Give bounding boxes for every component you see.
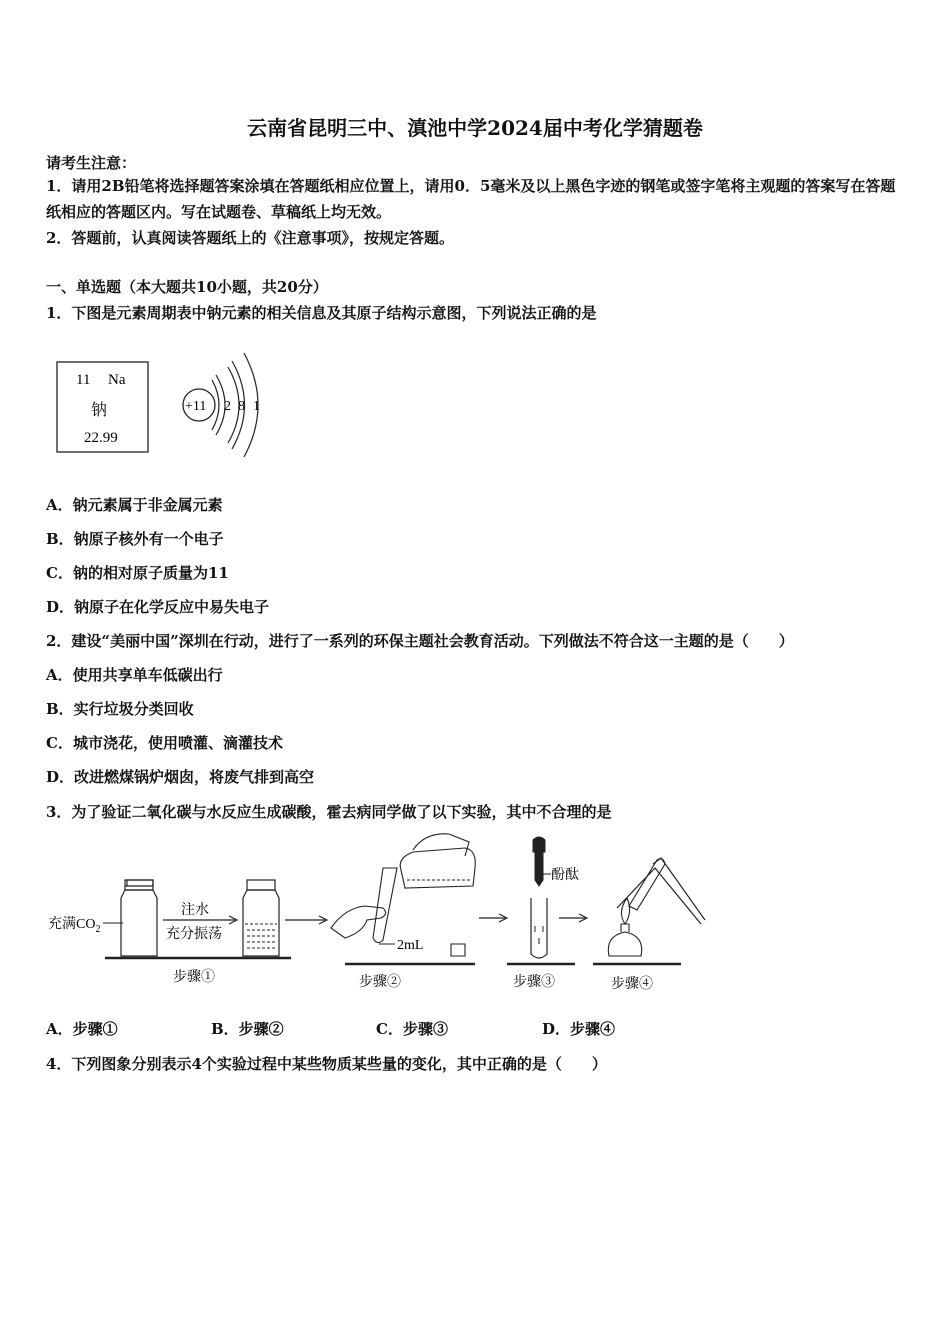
q3-option-c: C．步骤③	[376, 1020, 448, 1038]
volume-label: 2mL	[397, 938, 424, 953]
question-1-stem: 1．下图是元素周期表中钠元素的相关信息及其原子结构示意图，下列说法正确的是	[46, 304, 597, 322]
bottle-1	[121, 880, 157, 956]
q2-option-c: C．城市浇花，使用喷灌、滴灌技术	[46, 734, 283, 752]
q2-option-b: B．实行垃圾分类回收	[46, 700, 194, 718]
sodium-figure	[50, 345, 280, 460]
shell-3-electrons: 1	[253, 399, 260, 414]
shell-1-electrons: 2	[224, 399, 231, 414]
arrow-bottom-label: 充分振荡	[166, 927, 222, 942]
step-2-label: 步骤②	[359, 975, 401, 990]
q1-option-b: B．钠原子核外有一个电子	[46, 530, 224, 548]
bottle-1-stopper	[125, 880, 153, 890]
q1-option-a: A．钠元素属于非金属元素	[46, 496, 223, 514]
q1-option-d: D．钠原子在化学反应中易失电子	[46, 598, 270, 616]
step-3-label: 步骤③	[513, 975, 555, 990]
element-symbol: Na	[108, 372, 126, 388]
bottle-2-stopper	[247, 880, 275, 890]
notice-item-2: 2．答题前，认真阅读答题纸上的《注意事项》，按规定答题。	[46, 229, 454, 247]
heated-tube	[629, 859, 665, 910]
nucleus-charge: +11	[185, 399, 207, 414]
alcohol-lamp	[608, 924, 641, 956]
q2-option-a: A．使用共享单车低碳出行	[46, 666, 223, 684]
tube-holder	[617, 858, 705, 924]
shell-2-electrons: 8	[238, 399, 245, 414]
test-tube-3-liquid	[535, 926, 543, 944]
q3-option-a: A．步骤①	[46, 1020, 118, 1038]
element-name: 钠	[91, 402, 108, 419]
q3-option-b: B．步骤②	[211, 1020, 284, 1038]
hand-right	[413, 834, 469, 856]
atomic-number: 11	[76, 372, 91, 388]
indicator-label: 酚酞	[551, 868, 579, 883]
q3-option-d: D．步骤④	[542, 1020, 616, 1038]
notice-heading: 请考生注意：	[46, 154, 137, 172]
test-tube-2	[373, 868, 397, 943]
question-2-stem: 2．建设“美丽中国”深圳在行动，进行了一系列的环保主题社会教育活动。下列做法不符合这一主题的是（ ）	[46, 632, 794, 650]
question-3-stem: 3．为了验证二氧化碳与水反应生成碳酸，霍去病同学做了以下实验，其中不合理的是	[46, 803, 612, 821]
arrow-top-label: 注水	[181, 903, 209, 918]
section-heading: 一、单选题（本大题共10小题，共20分）	[46, 278, 328, 296]
bottle-2	[243, 890, 279, 956]
bottle-2-water	[245, 924, 277, 948]
question-4-stem: 4．下列图象分别表示4个实验过程中某些物质某些量的变化，其中正确的是（ ）	[46, 1055, 607, 1073]
dropper	[533, 837, 545, 886]
notice-item-1: 1．请用2B铅笔将选择题答案涂填在答题纸相应位置上，请用0．5毫米及以上黑色字迹的钢笔或签字笔将主观题的答案写在答题纸相应的答题区内。写在试题卷、草稿纸上均无效。	[46, 177, 896, 221]
atomic-mass: 22.99	[84, 430, 118, 446]
step-4-label: 步骤④	[611, 977, 653, 992]
co2-label: 充满$CO_2$	[48, 917, 101, 935]
q1-option-c: C．钠的相对原子质量为11	[46, 564, 229, 582]
experiment-figure	[45, 828, 715, 998]
exam-title: 云南省昆明三中、滇池中学2024届中考化学猜题卷	[247, 116, 703, 140]
reagent-bottle	[400, 848, 475, 888]
test-tube-3	[531, 898, 547, 958]
q2-option-d: D．改进燃煤锅炉烟囱，将废气排到高空	[46, 768, 315, 786]
bottle-cap	[451, 944, 465, 956]
step-1-label: 步骤①	[173, 970, 215, 985]
